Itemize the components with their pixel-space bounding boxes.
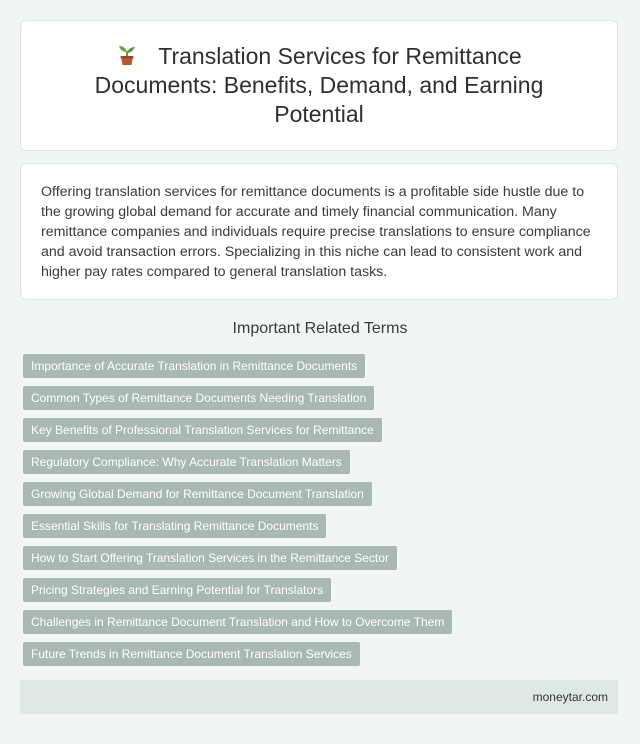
related-term-tag[interactable]: Essential Skills for Translating Remittance Documents — [23, 514, 326, 538]
intro-paragraph: Offering translation services for remittance documents is a profitable side hustle due to the growing global demand for accurate and timely financial communication. Many remittance companies and individuals require precise translations to ensure compliance and avoid transaction errors. Specializing in this niche can lead to consistent work and higher pay rates compared to general translation tasks. — [41, 184, 591, 280]
related-term-tag[interactable]: Future Trends in Remittance Document Translation Services — [23, 642, 360, 666]
related-terms-heading: Important Related Terms — [232, 320, 408, 337]
related-terms-list — [23, 354, 452, 666]
page-title — [71, 42, 567, 129]
sprout-icon — [116, 44, 138, 66]
related-term-tag[interactable]: Challenges in Remittance Document Translation and How to Overcome Them — [23, 610, 452, 634]
footer — [20, 680, 618, 714]
related-term-tag[interactable]: Pricing Strategies and Earning Potential for Translators — [23, 578, 331, 602]
footer-site-link[interactable]: moneytar.com — [532, 690, 608, 704]
intro-card — [20, 163, 618, 300]
related-term-tag[interactable]: Growing Global Demand for Remittance Document Translation — [23, 482, 372, 506]
related-term-tag[interactable]: Key Benefits of Professional Translation Services for Remittance — [23, 418, 382, 442]
page-title-text: Translation Services for Remittance Documents: Benefits, Demand, and Earning Potential — [94, 43, 544, 127]
related-term-tag[interactable]: How to Start Offering Translation Services in the Remittance Sector — [23, 546, 397, 570]
related-term-tag[interactable]: Regulatory Compliance: Why Accurate Translation Matters — [23, 450, 350, 474]
related-term-tag[interactable]: Common Types of Remittance Documents Needing Translation — [23, 386, 374, 410]
title-card — [20, 20, 618, 151]
related-term-tag[interactable]: Importance of Accurate Translation in Remittance Documents — [23, 354, 365, 378]
